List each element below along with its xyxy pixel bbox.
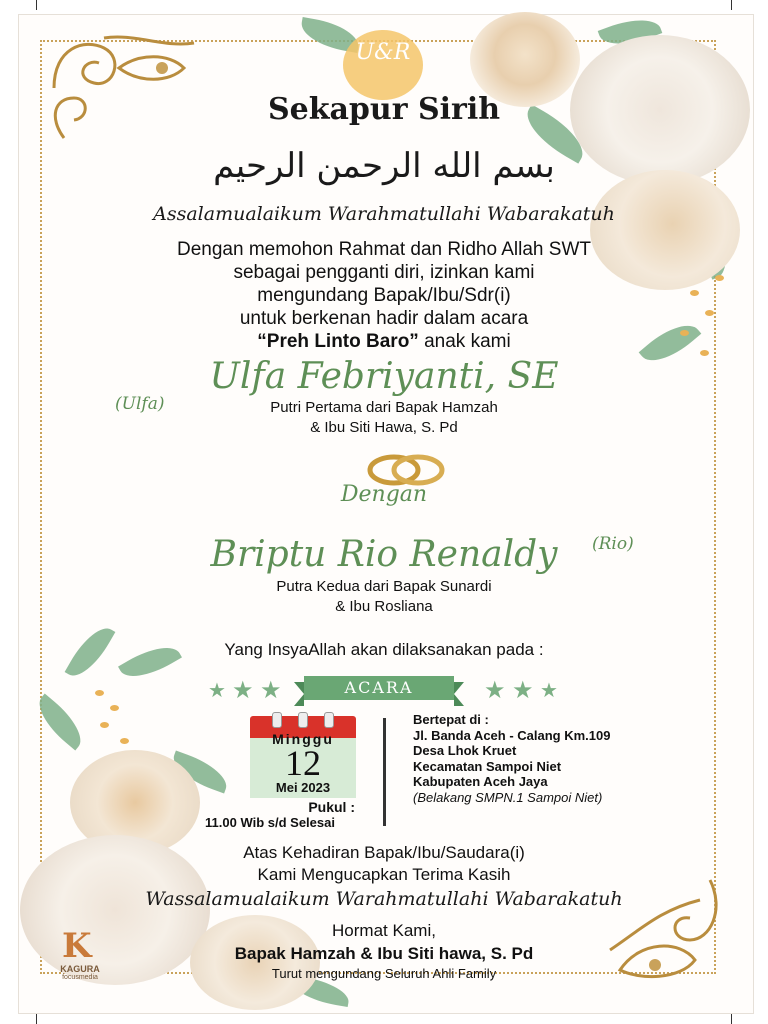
star-icon: ★ [232, 677, 254, 704]
crop-mark [731, 0, 732, 10]
ornament-top-left-icon [44, 28, 204, 148]
intro-text [0, 238, 768, 353]
salam-closing: Wassalamualaikum Warahmatullahi Wabarakatuh [145, 888, 623, 910]
calendar-ring-icon [324, 712, 334, 728]
venue-line: Desa Lhok Kruet [413, 743, 517, 758]
intro-line: sebagai pengganti diri, izinkan kami [233, 262, 535, 283]
bride-parents-line: Putri Pertama dari Bapak Hamzah [270, 399, 498, 416]
schedule-divider [383, 718, 386, 826]
monogram-text: U&R [355, 40, 411, 65]
hosts-text: Bapak Hamzah & Ibu Siti hawa, S. Pd [234, 944, 534, 963]
salam-opening: Assalamualaikum Warahmatullahi Wabarakatuh [153, 203, 615, 225]
event-suffix: anak kami [418, 331, 511, 352]
event-name: “Preh Linto Baro” [257, 331, 419, 352]
venue-label: Bertepat di : [413, 712, 489, 727]
star-icon: ★ [512, 677, 534, 704]
groom-name: Briptu Rio Renaldy [210, 534, 558, 575]
logo-text: KAGURA [60, 964, 100, 974]
studio-logo [50, 926, 110, 986]
acara-label: ACARA [304, 676, 454, 700]
banner-tail-right [454, 682, 464, 706]
intro-line: mengundang Bapak/Ibu/Sdr(i) [257, 285, 511, 306]
star-icon: ★ [208, 680, 226, 702]
venue-note: (Belakang SMPN.1 Sampoi Niet) [413, 789, 603, 805]
time-label: Pukul : [308, 799, 355, 815]
groom-parents-line: & Ibu Rosliana [335, 598, 433, 615]
venue-details [413, 712, 713, 805]
bride-nickname: (Ulfa) [115, 394, 165, 414]
bride-parents-line: & Ibu Siti Hawa, S. Pd [310, 419, 458, 436]
regards-text: Hormat Kami, [332, 921, 436, 940]
crop-mark [36, 0, 37, 10]
calendar-day: Minggu [272, 731, 334, 747]
closing-line: Atas Kehadiran Bapak/Ibu/Saudara(i) [243, 843, 525, 862]
venue-line: Kabupaten Aceh Jaya [413, 774, 548, 789]
schedule-intro: Yang InsyaAllah akan dilaksanakan pada : [224, 640, 544, 659]
closing-line: Kami Mengucapkan Terima Kasih [257, 865, 511, 884]
time-value: 11.00 Wib s/d Selesai [205, 815, 335, 830]
logo-mark: K [62, 926, 92, 966]
star-icon: ★ [260, 677, 282, 704]
groom-nickname: (Rio) [592, 534, 634, 554]
calendar-ring-icon [298, 712, 308, 728]
page-title: Sekapur Sirih [267, 92, 501, 127]
calendar-date [250, 712, 356, 798]
calendar-date-number: 12 [285, 743, 321, 783]
calendar-month-year: Mei 2023 [275, 780, 331, 795]
also-invite-text: Turut mengundang Seluruh Ahli Family [271, 966, 497, 981]
bride-name: Ulfa Febriyanti, SE [209, 356, 559, 397]
star-icon: ★ [484, 677, 506, 704]
groom-parents-line: Putra Kedua dari Bapak Sunardi [276, 578, 492, 595]
intro-line: untuk berkenan hadir dalam acara [239, 308, 529, 329]
calendar-ring-icon [272, 712, 282, 728]
star-icon: ★ [540, 680, 558, 702]
intro-event-line [0, 330, 768, 353]
venue-line: Jl. Banda Aceh - Calang Km.109 [413, 727, 611, 743]
banner-tail-left [294, 682, 304, 706]
crop-mark [731, 1014, 732, 1024]
closing-text [0, 842, 768, 886]
venue-line: Kecamatan Sampoi Niet [413, 758, 562, 774]
intro-line: Dengan memohon Rahmat dan Ridho Allah SWT [176, 239, 591, 260]
bride-parents [0, 398, 768, 438]
acara-banner [208, 676, 560, 706]
groom-parents [0, 577, 768, 617]
bismillah-calligraphy: بسم الله الرحمن الرحيم [213, 146, 555, 186]
crop-mark [36, 1014, 37, 1024]
connector-text: Dengan [340, 482, 428, 507]
logo-subtext: focusmedia [62, 974, 98, 981]
